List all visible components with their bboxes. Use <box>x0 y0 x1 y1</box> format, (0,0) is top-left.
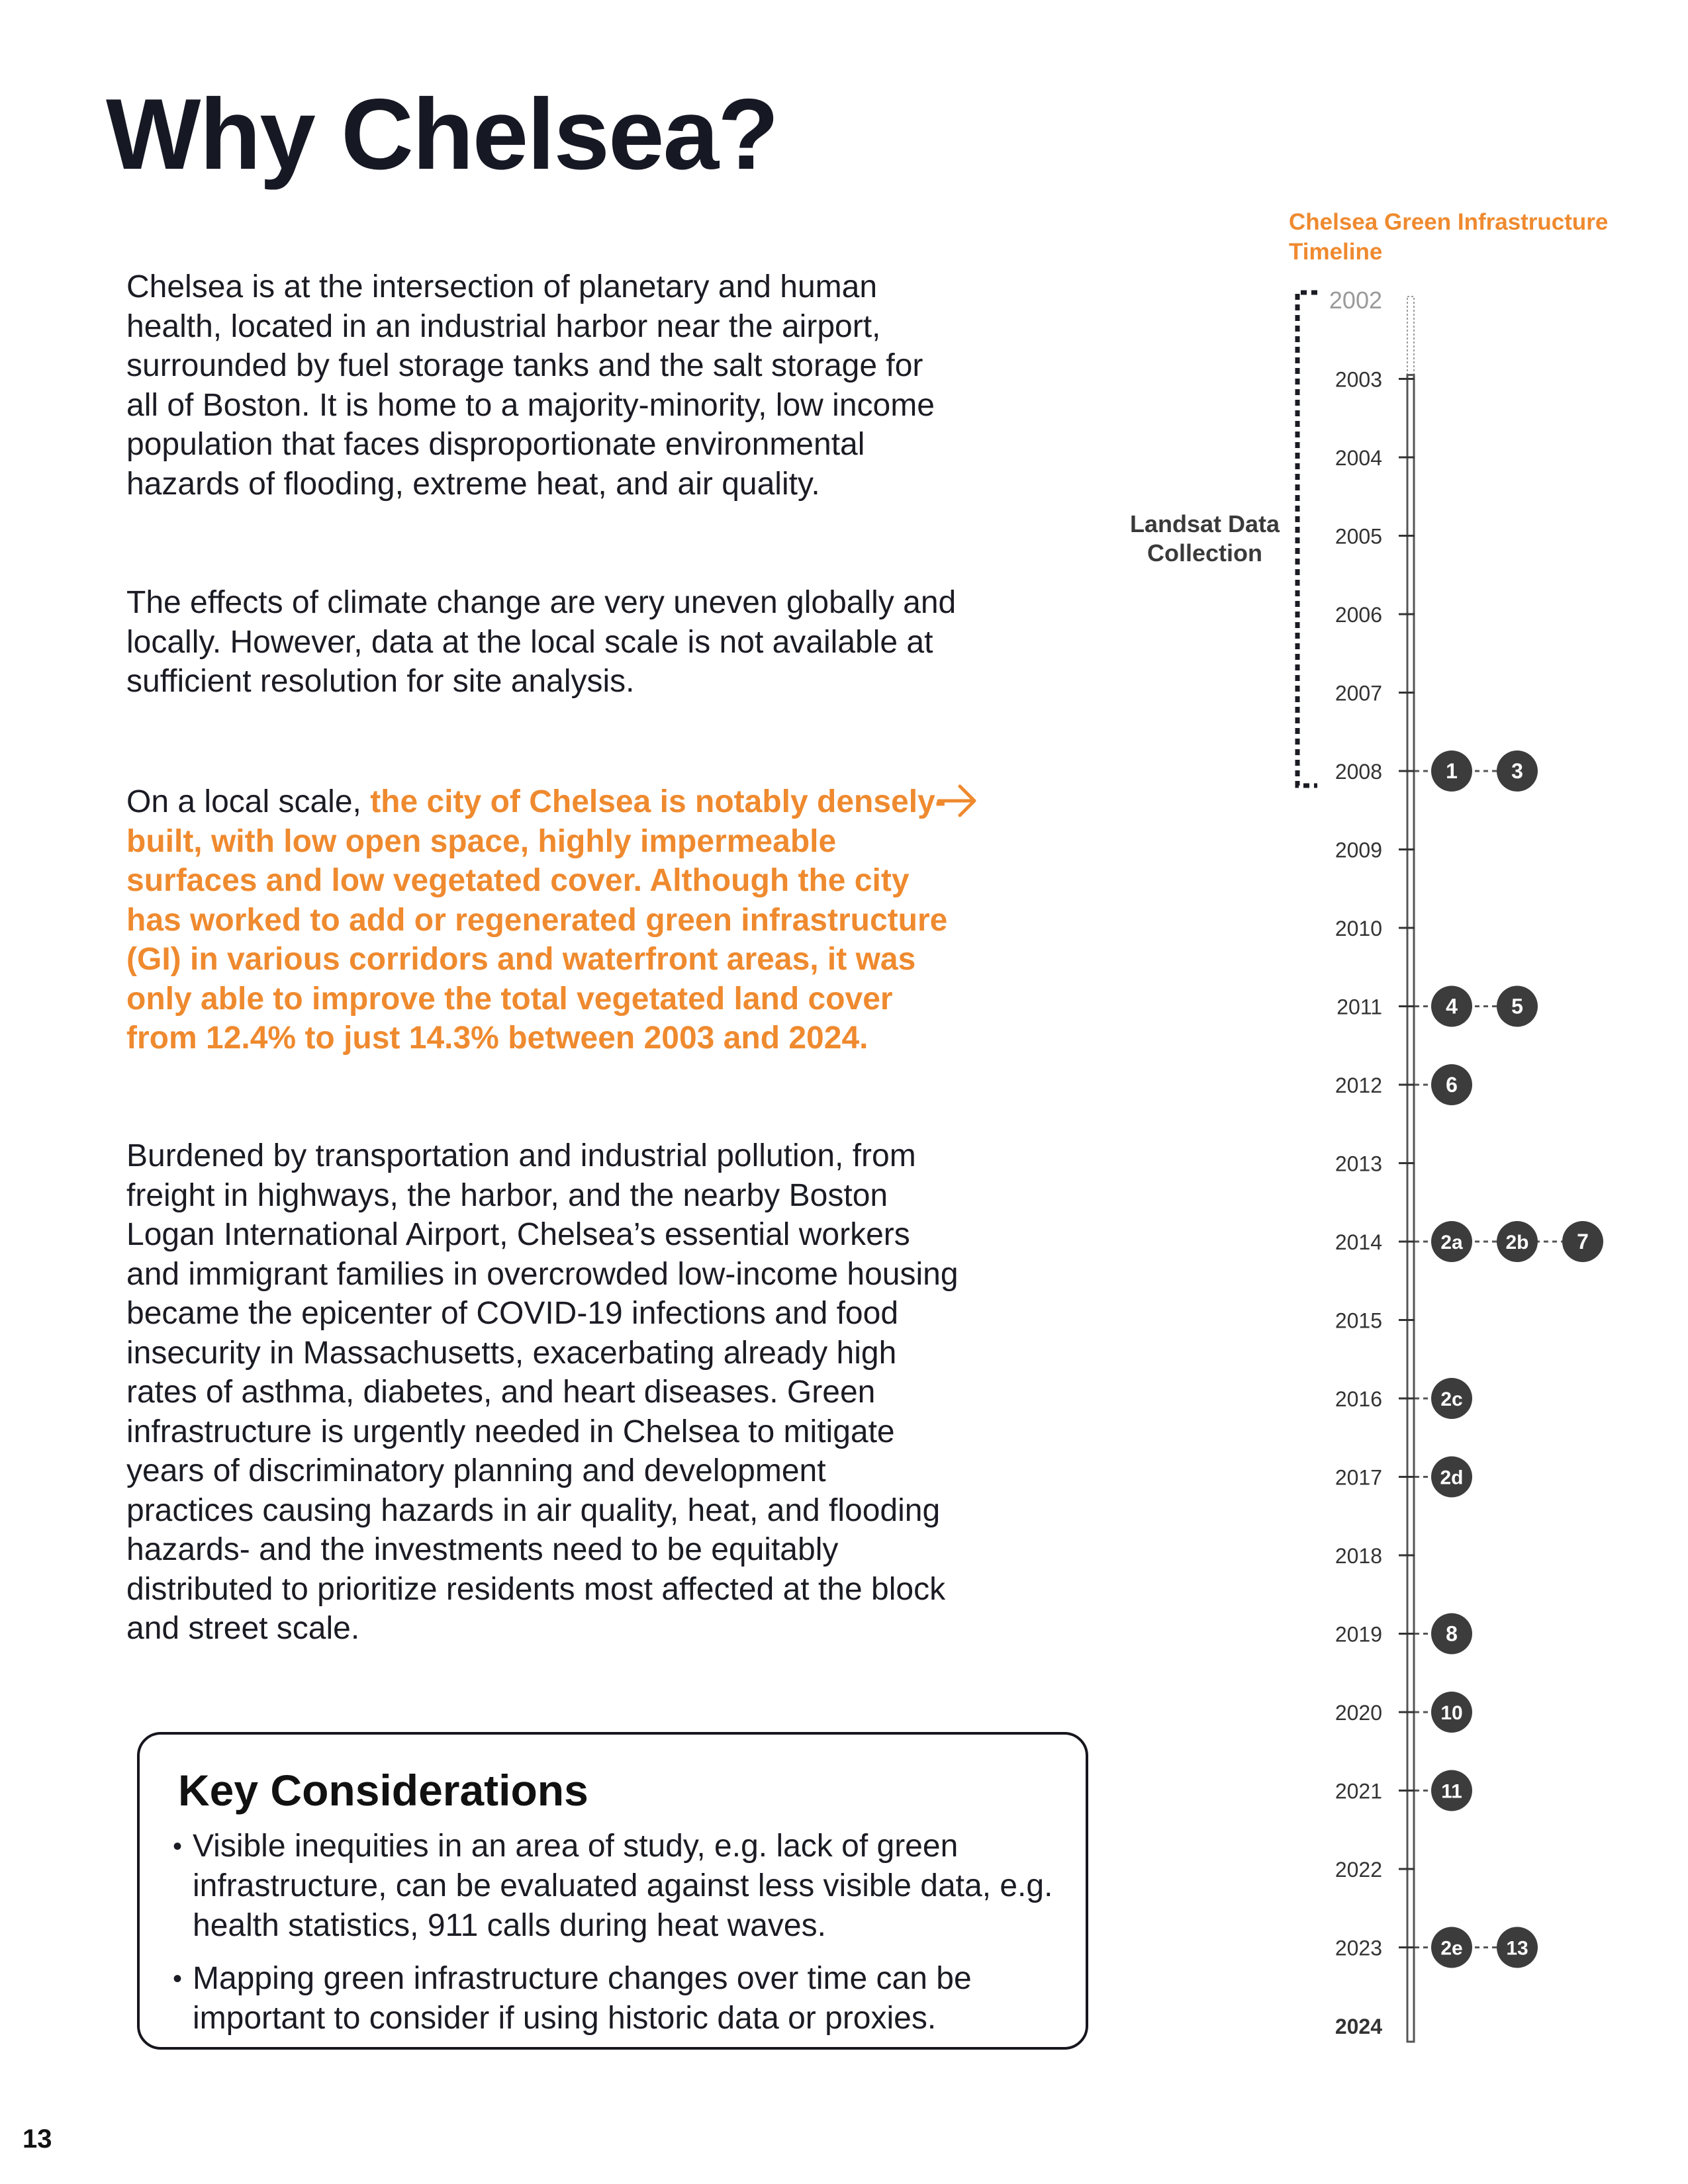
timeline-year-label: 2024 <box>1335 2015 1382 2038</box>
timeline-year-label: 2013 <box>1335 1152 1382 1176</box>
bullet-icon: • <box>173 1832 183 1861</box>
timeline-marker-label: 1 <box>1446 759 1458 783</box>
timeline-bar <box>1407 375 1414 2042</box>
timeline-year-label: 2018 <box>1335 1544 1382 1568</box>
timeline-year-label: 2023 <box>1335 1936 1382 1960</box>
timeline-year-label: 2009 <box>1335 838 1382 862</box>
timeline-year-label: 2022 <box>1335 1858 1382 1882</box>
timeline-year-label: 2008 <box>1335 760 1382 784</box>
timeline-marker-label: 2b <box>1505 1232 1529 1253</box>
page-number: 13 <box>23 2124 52 2154</box>
local-scale-prefix: On a local scale, <box>126 784 371 819</box>
timeline-year-label: 2020 <box>1335 1701 1382 1725</box>
timeline-marker-label: 4 <box>1446 994 1458 1019</box>
timeline-marker-label: 2d <box>1440 1467 1464 1489</box>
landsat-label: Landsat Data Collection <box>1129 510 1280 567</box>
timeline-marker-label: 3 <box>1511 759 1523 783</box>
climate-paragraph: The effects of climate change are very uneven globally and locally. However, data at the local scale is not available at sufficient resolution for site analysis. <box>126 585 957 699</box>
bullet-icon: • <box>173 1964 183 1993</box>
timeline-marker-label: 6 <box>1446 1073 1458 1097</box>
timeline-marker-label: 10 <box>1440 1702 1463 1724</box>
key-consideration-text: Visible inequities in an area of study, e.g. lack of green infrastructure, can be evaluated against less visible data, e.g. health statistics, 911 calls during heat waves. <box>193 1829 1053 1943</box>
timeline-year-label: 2004 <box>1335 446 1382 470</box>
timeline-year-label: 2019 <box>1335 1622 1382 1647</box>
key-considerations-title: Key Considerations <box>178 1766 588 1815</box>
key-consideration-text: Mapping green infrastructure changes over time can be important to consider if using historic data or proxies. <box>193 1961 972 2036</box>
timeline-year-label: 2021 <box>1335 1779 1382 1803</box>
timeline-marker-label: 7 <box>1577 1230 1589 1253</box>
page-title: Why Chelsea? <box>106 78 778 191</box>
timeline-dotted-segment <box>1407 296 1414 379</box>
local-scale-highlight: the city of Chelsea is notably densely-built, with low open space, highly impermeable surfaces and low vegetated cover. Although the city has worked to add or regenerated green infrastructure (GI) in various corridors and waterfront areas, it was only able to improve the total vegetated land cover from 12.4% to just 14.3% between 2003 and 2024. <box>126 784 948 1056</box>
timeline-marker-label: 11 <box>1441 1780 1462 1803</box>
intro-paragraph: Chelsea is at the intersection of planetary and human health, located in an industrial harbor near the airport, surrounded by fuel storage tanks and the salt storage for all of Boston. It is home to a majority-minority, low income population that faces disproportionate environmental hazards of flooding, extreme heat, and air quality. <box>126 269 935 502</box>
timeline-year-label: 2003 <box>1335 367 1382 392</box>
timeline-year-label: 2006 <box>1335 603 1382 627</box>
timeline-year-label: 2007 <box>1335 681 1382 705</box>
timeline-marker-label: 5 <box>1511 994 1523 1019</box>
timeline-marker-label: 2c <box>1440 1388 1463 1410</box>
timeline-marker-label: 8 <box>1446 1621 1458 1646</box>
timeline-year-label: 2012 <box>1335 1073 1382 1097</box>
timeline-year-label: 2011 <box>1336 995 1382 1019</box>
burden-paragraph: Burdened by transportation and industrial pollution, from freight in highways, the harbor, and the nearby Boston Logan International Airport, Chelsea’s essential workers and immigrant families in overcrowded low-income housing became the epicenter of COVID-19 infections and food insecurity in Massachusetts, exacerbating already high rates of asthma, diabetes, and heart diseases. Green infrastructure is urgently needed in Chelsea to mitigate years of discriminatory planning and development practices causing hazards in air quality, heat, and flooding hazards- and the investments need to be equitably distributed to prioritize residents most affected at the block and street scale. <box>126 1138 959 1646</box>
timeline-year-label: 2016 <box>1335 1387 1382 1411</box>
timeline-year-label: 2015 <box>1335 1308 1382 1333</box>
timeline-marker-label: 2e <box>1440 1937 1463 1960</box>
timeline-marker-label: 13 <box>1506 1937 1528 1960</box>
timeline-year-label: 2017 <box>1335 1465 1382 1490</box>
timeline-year-label: 2014 <box>1335 1230 1382 1254</box>
timeline-year-label: 2002 <box>1329 287 1382 314</box>
timeline-marker-label: 2a <box>1440 1232 1463 1253</box>
landsat-bracket <box>1297 293 1317 786</box>
timeline-year-label: 2005 <box>1335 524 1382 549</box>
timeline-title: Chelsea Green Infrastructure Timeline <box>1289 209 1609 265</box>
timeline-year-label: 2010 <box>1335 917 1382 940</box>
